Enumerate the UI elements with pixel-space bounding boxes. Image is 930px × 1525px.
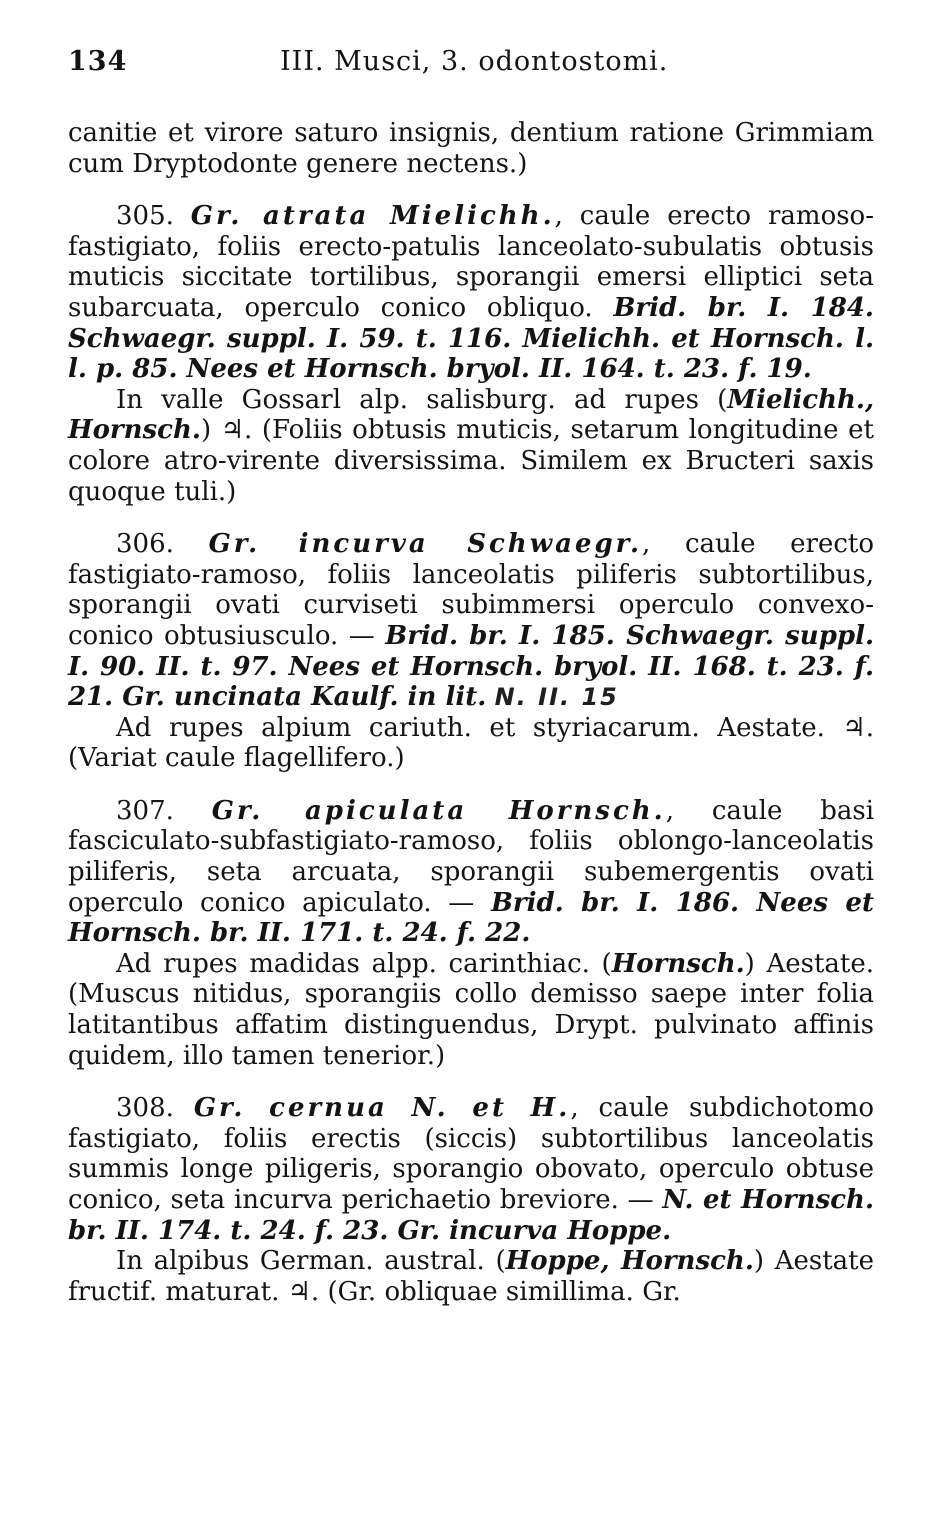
handwritten-annotation: N. II. 15 <box>494 683 619 712</box>
entry-number: 307. <box>116 795 174 826</box>
habitat-text: Ad rupes madidas alpp. carinthiac. ( <box>116 948 612 979</box>
running-head <box>68 40 874 84</box>
perennial-symbol: ♃ <box>220 415 244 446</box>
habitat-text: Ad rupes alpium cariuth. et styriacarum. Aestate. <box>116 712 843 743</box>
taxon-name: Gr. cernua N. et H. <box>193 1093 571 1124</box>
collector: Hornsch. <box>611 948 745 979</box>
perennial-symbol: ♃ <box>287 1276 311 1307</box>
habitat-note: . (Gr. obliquae simillima. Gr. <box>310 1276 681 1307</box>
literature-reference: Brid. br. I. 185. Schwaegr. suppl. I. 90. II. t. 97. Nees et Hornsch. bryol. II. 168. t. 23. f. 21. Gr. uncinata Kaulf. in lit. <box>68 620 874 713</box>
habitat-308 <box>68 1246 874 1307</box>
collector: Hoppe, Hornsch. <box>505 1246 754 1277</box>
habitat-text-b: ) Aestate fructif. maturat. <box>68 1246 874 1307</box>
habitat-305 <box>68 385 874 507</box>
habitat-307 <box>68 949 874 1071</box>
collector: Mielichh., Hornsch. <box>68 384 874 446</box>
entry-306 <box>68 529 874 713</box>
diagnosis: , caule erecto ramoso-fastigiato, foliis erecto-patulis lanceolato-subulatis obtusis muticis siccitate tortilibus, sporangii emersi elliptici seta subarcuata, operculo conico obliquo. <box>68 201 874 323</box>
literature-reference: Brid. br. I. 184. Schwaegr. suppl. I. 59. t. 116. Mielichh. et Hornsch. l. l. p. 85. Nees et Hornsch. bryol. II. 164. t. 23. f. 19. <box>68 292 874 385</box>
literature-reference: N. et Hornsch. br. II. 174. t. 24. f. 23. Gr. incurva Hoppe. <box>68 1185 874 1246</box>
entry-305 <box>68 201 874 385</box>
diagnosis: , caule basi fasciculato-subfastigiato-ramoso, foliis oblongo-lanceolatis piliferis, seta arcuata, sporangii subemergentis ovati operculo conico apiculato. — <box>68 795 875 918</box>
diagnosis: , caule subdichotomo fastigiato, foliis erectis (siccis) subtortilibus lanceolatis summis longe piligeris, sporangio obovato, operculo obtuse conico, seta incurva perichaetio breviore. — <box>68 1093 875 1215</box>
running-title: III. Musci, 3. odontostomi. <box>280 46 669 77</box>
taxon-name: Gr. atrata Mielichh. <box>190 201 555 232</box>
taxon-name: Gr. incurva Schwaegr. <box>208 529 643 560</box>
habitat-306 <box>68 713 874 774</box>
diagnosis: , caule erecto fastigiato-ramoso, foliis lanceolatis piliferis subtortilibus, sporangii ovati curviseti subimmersi operculo convexo-conico obtusiusculo. — <box>68 529 875 651</box>
habitat-note: . (Variat caule flagellifero.) <box>68 712 874 774</box>
intro-paragraph <box>68 118 874 179</box>
habitat-text-b: ) <box>200 415 221 446</box>
habitat-text-b: ) Aestate. (Muscus nitidus, sporangiis collo demisso saepe inter folia latitantibus affatim distinguendus, Drypt. pulvinato affinis quidem, illo tamen tenerior.) <box>68 948 875 1071</box>
perennial-symbol: ♃ <box>842 712 866 743</box>
intro-text: canitie et virore saturo insignis, dentium ratione Grimmiam cum Dryptodonte genere nectens.) <box>68 118 874 179</box>
entry-number: 305. <box>116 201 174 232</box>
literature-reference: Brid. br. I. 186. Nees et Hornsch. br. II. 171. t. 24. f. 22. <box>68 887 874 949</box>
taxon-name: Gr. apiculata Hornsch. <box>211 795 666 826</box>
book-page <box>68 40 874 1307</box>
body-text <box>68 118 874 1307</box>
entry-307 <box>68 796 874 949</box>
habitat-text: In alpibus German. austral. ( <box>116 1246 506 1277</box>
habitat-note: . (Foliis obtusis muticis, setarum longitudine et colore atro-virente diversissima. Similem ex Bructeri saxis quoque tuli.) <box>68 415 874 507</box>
page-number: 134 <box>68 46 128 77</box>
entry-308 <box>68 1093 874 1246</box>
habitat-text: In valle Gossarl alp. salisburg. ad rupes ( <box>116 384 728 415</box>
entry-number: 306. <box>116 529 174 560</box>
entry-number: 308. <box>116 1093 174 1124</box>
